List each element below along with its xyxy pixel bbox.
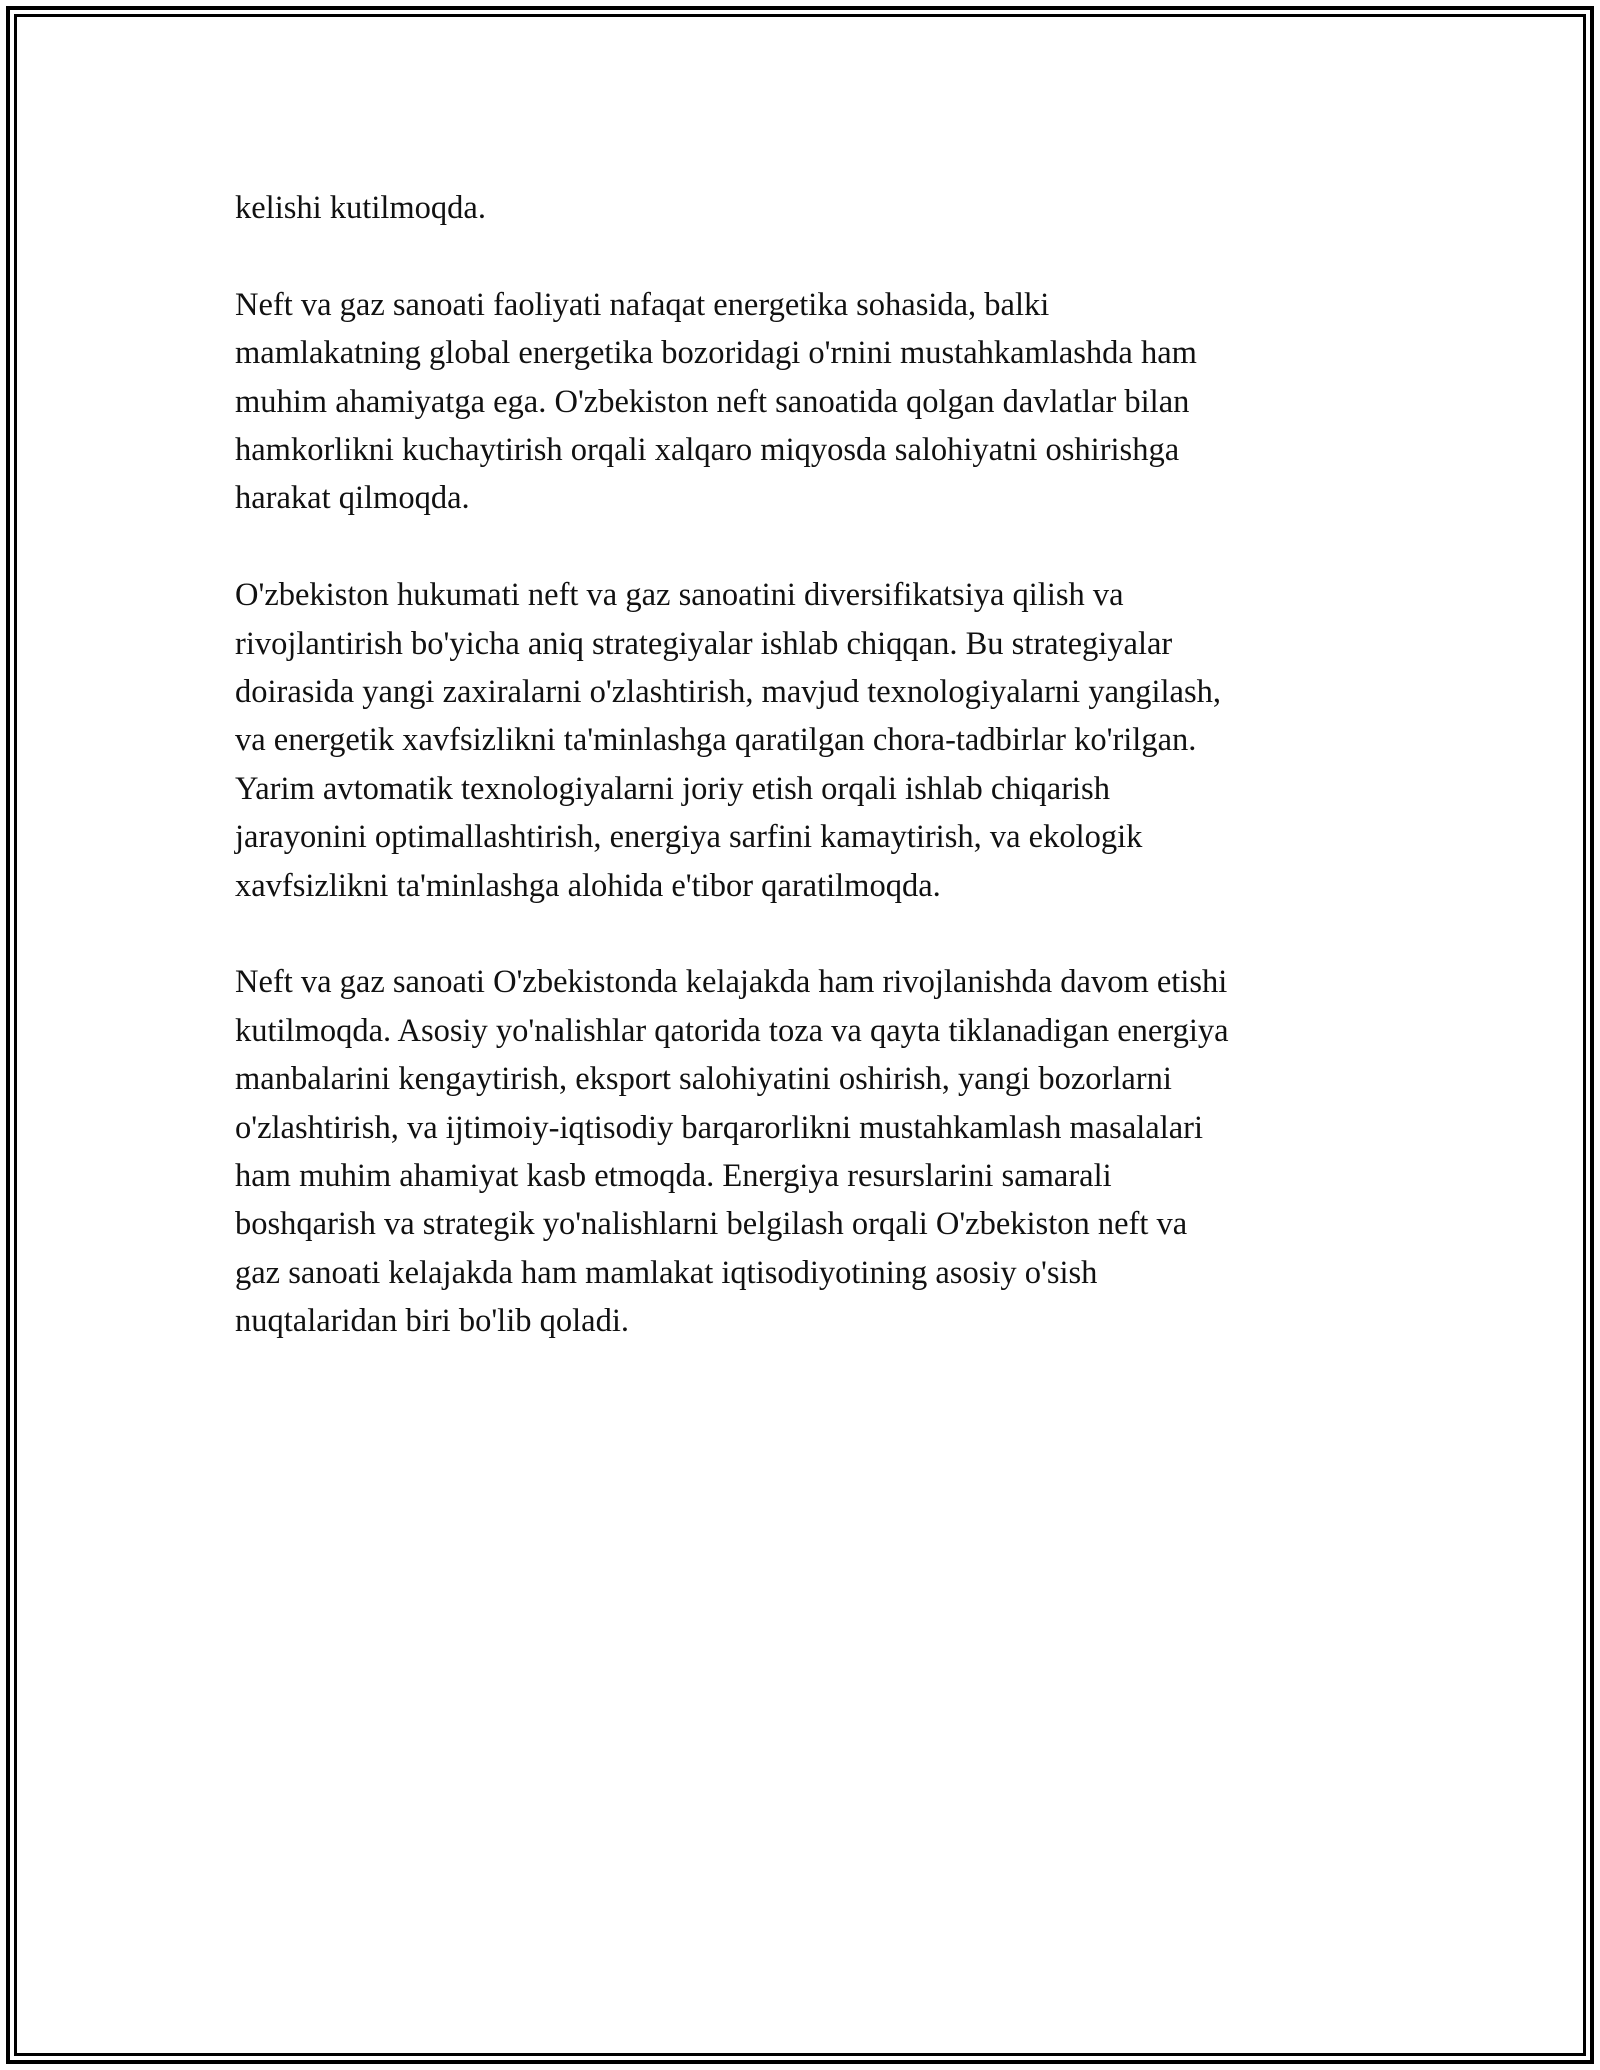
paragraph-1: kelishi kutilmoqda. — [235, 190, 486, 226]
paragraph-3: O'zbekiston hukumati neft va gaz sanoatini diversifikatsiya qilish va rivojlantirish bo'yicha aniq strategiyalar ishlab chiqqan. Bu strategiyalar doirasida yangi zaxiralarni o'zlashtirish, mavjud texnologiyalarni yangilash, va energetik xavfsizlikni ta'minlashga qaratilgan chora-tadbirlar ko'rilgan. Yarim avtomatik texnologiyalarni joriy etish orqali ishlab chiqarish jarayonini optimallashtirish, energiya sarfini kamaytirish, va ekologik xavfsizlikni ta'minlashga alohida e'tibor qaratilmoqda. — [235, 577, 1221, 904]
paragraph-4: Neft va gaz sanoati O'zbekistonda kelajakda ham rivojlanishda davom etishi kutilmoqda. Asosiy yo'nalishlar qatorida toza va qayta tiklanadigan energiya manbalarini kengaytirish, eksport salohiyatini oshirish, yangi bozorlarni o'zlashtirish, va ijtimoiy-iqtisodiy barqarorlikni mustahkamlash masalalari ham muhim ahamiyat kasb etmoqda. Energiya resurslarini samarali boshqarish va strategik yo'nalishlarni belgilash orqali O'zbekiston neft va gaz sanoati kelajakda ham mamlakat iqtisodiyotining asosiy o'sish nuqtalaridan biri bo'lib qoladi. — [235, 964, 1229, 1340]
paragraph-2: Neft va gaz sanoati faoliyati nafaqat energetika sohasida, balki mamlakatning global energetika bozoridagi o'rnini mustahkamlashda ham muhim ahamiyatga ega. O'zbekiston neft sanoatida qolgan davlatlar bilan hamkorlikni kuchaytirish orqali xalqaro miqyosda salohiyatni oshirishga harakat qilmoqda. — [235, 286, 1197, 517]
document-body — [235, 184, 1375, 1394]
